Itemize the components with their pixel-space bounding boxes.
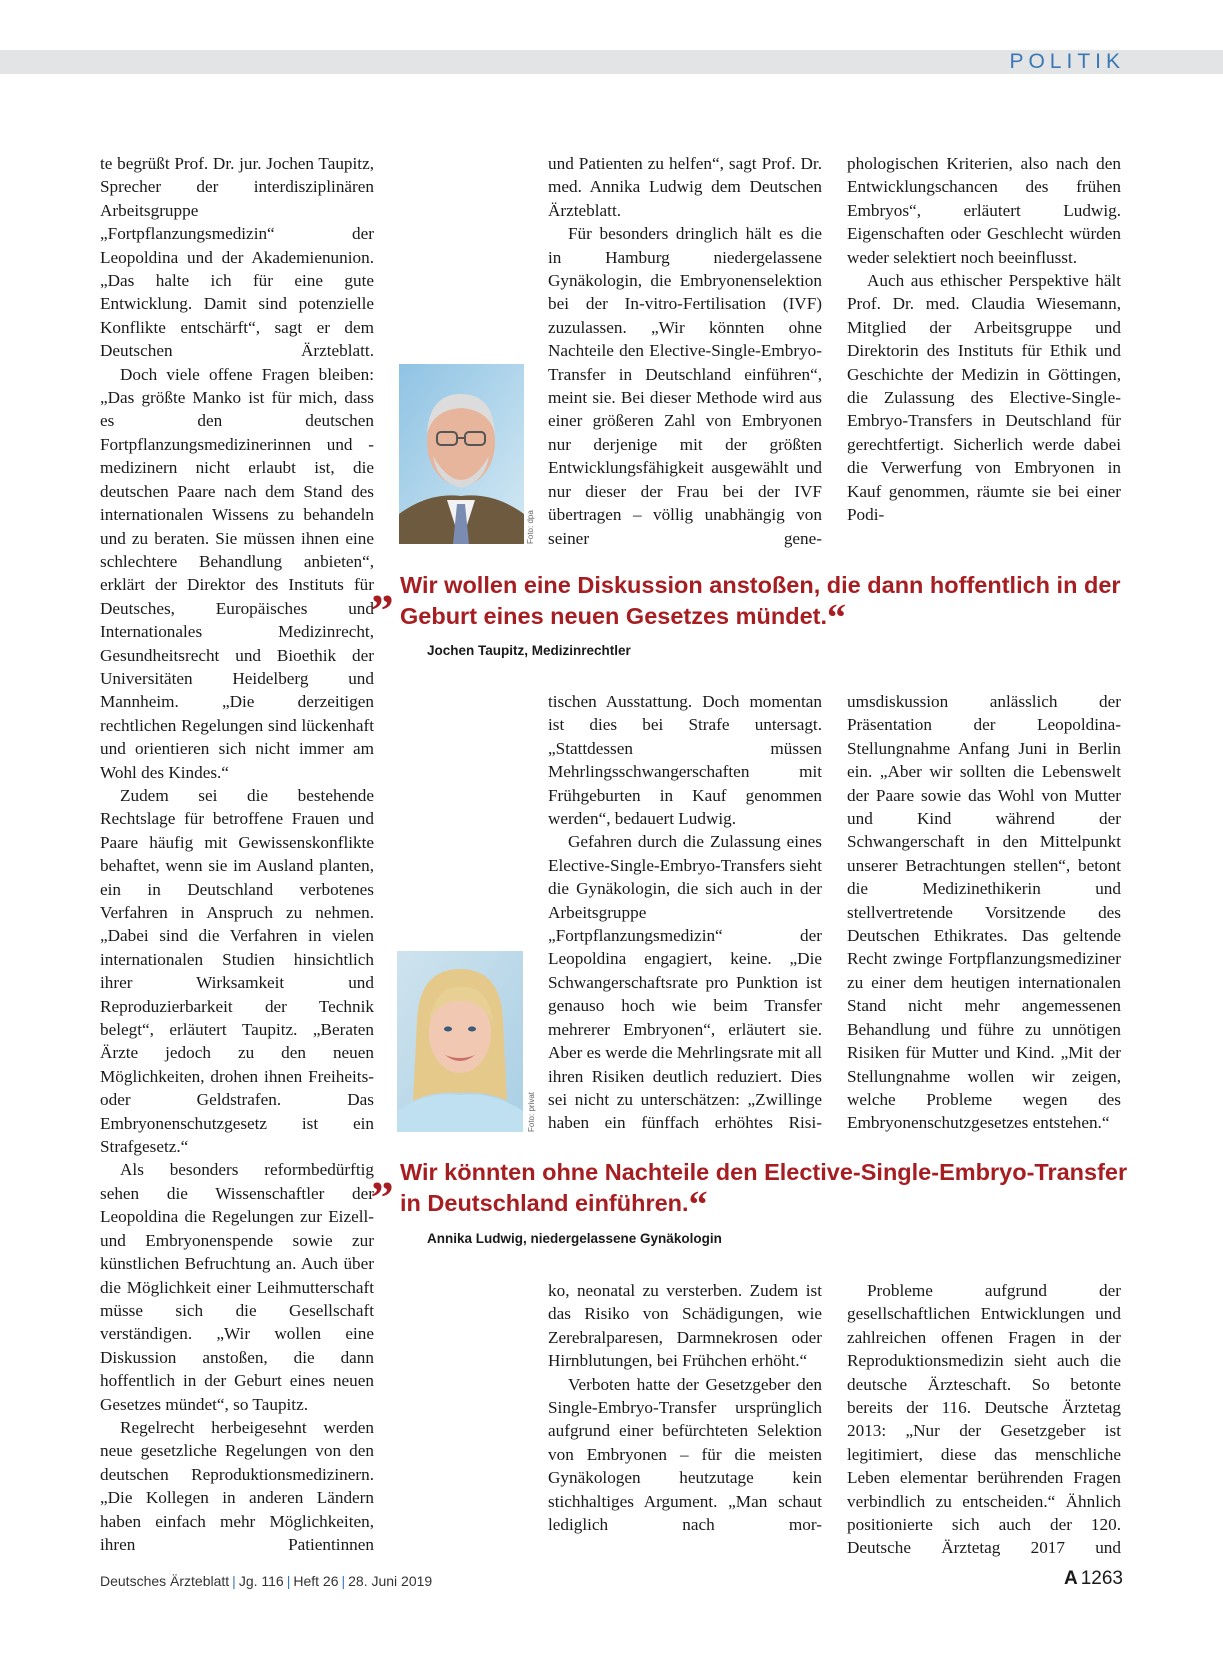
journal-name: Deutsches Ärzteblatt <box>100 1573 230 1589</box>
paragraph: Als besonders reformbedürftig sehen die Wissenschaftler der Leopoldina die Regelungen zur Eizell- und Embryonenspende sowie zur künstlichen Befruchtung an. Auch über die Möglichkeit einer Leihmutterschaft müsse sich die Gesellschaft verständigen. „Wir wollen eine Diskussion anstoßen, die dann hoffentlich in der Geburt eines neuen Gesetzes mündet“, so Taupitz. <box>100 1160 374 1414</box>
page-prefix: A <box>1063 1568 1078 1589</box>
paragraph: ko, neonatal zu versterben. Zudem ist das Risiko von Schädigungen, wie Zerebralparesen, Darmnekrosen oder Hirnblutungen, bei Frühchen erhöht.“ <box>548 1281 822 1371</box>
pull-quote-text: Wir könnten ohne Nachteile den Elective-Single-Embryo-Transfer in Deutschland einführen. <box>400 1159 1128 1216</box>
paragraph: Probleme aufgrund der gesellschaftlichen Entwicklungen und zahlreichen offenen Fragen in der Reproduktionsmedizin sieht auch die deutsche Ärzteschaft. So betonte bereits der 116. Deutsche Ärztetag 2013: „Nur der Gesetzgeber ist legitimiert, diese das menschliche Leben elementar berührenden Fragen verbindlich zu entscheiden.“ Ähnlich positionierte sich auch der 120. Deutsche Ärztetag 2017 und <box>847 1281 1121 1558</box>
page-number-value: 1263 <box>1080 1568 1123 1589</box>
paragraph: umsdiskussion anlässlich der Präsentation der Leopoldina-Stellungnahme Anfang Juni in Berlin ein. „Aber wir sollten die Lebenswelt der Paare sowie das Wohl von Mutter und Kind während der Schwangerschaft in den Mittelpunkt unserer Betrachtungen stellen“, betont die Medizinethikerin und stellvertretende Vorsitzende des Deutschen Ethikrates. Das geltende Recht zwinge Fortpflanzungsmediziner zu einer dem heutigen internationalen Stand nicht mehr angemessenen Behandlung und führe zu unnötigen Risiken für Mutter und Kind. „Mit der Stellungnahme wollen wir zeigen, welche Probleme wegen des Embryonenschutzgesetzes entstehen.“ <box>847 692 1121 1133</box>
section-label: POLITIK <box>1009 50 1125 73</box>
portrait-ludwig-image <box>397 951 523 1132</box>
column-3-bottom <box>847 1279 1121 1560</box>
pull-quote <box>371 561 1140 639</box>
portrait-taupitz <box>399 364 524 544</box>
paragraph: Verboten hatte der Gesetzgeber den Single-Embryo-Transfer ursprünglich aufgrund einer befürchteten Selektion von Embryonen – für die meisten Gynäkologen heutzutage kein stichhaltiges Argument. „Man schaut lediglich nach mor- <box>548 1374 822 1535</box>
page-number <box>1064 1568 1123 1590</box>
column-2-mid <box>548 690 822 1135</box>
journal-date: 28. Juni 2019 <box>348 1573 433 1589</box>
journal-volume: Jg. 116 <box>238 1573 284 1589</box>
paragraph: phologischen Kriterien, also nach den Entwicklungschancen des frühen Embryos“, erläutert Ludwig. Eigenschaften oder Geschlecht würden weder selektiert noch beeinflusst. <box>847 154 1121 267</box>
quote-open-mark: „ <box>371 561 394 612</box>
column-2-top <box>548 152 822 550</box>
column-3-top <box>847 152 1121 527</box>
paragraph: tischen Ausstattung. Doch momentan ist dies bei Strafe untersagt. „Stattdessen müssen Mehrlingsschwangerschaften mit Frühgeburten in Kauf genommen werden“, bedauert Ludwig. <box>548 692 822 829</box>
journal-issue: Heft 26 <box>293 1573 339 1589</box>
portrait-taupitz-image <box>399 364 524 544</box>
paragraph: Doch viele offene Fragen bleiben: „Das größte Manko ist für mich, dass es den deutschen Fortpflanzungsmedizinerinnen und -medizinern nicht erlaubt ist, die deutschen Paare nach dem Stand des internationalen Wissens zu behandeln und zu beraten. Sie müssen ihnen eine schlechtere Behandlung anbieten“, erklärt der Direktor des Instituts für Deutsches, Europäisches und Internationales Medizinrecht, Gesundheitsrecht und Bioethik der Universitäten Heidelberg und Mannheim. „Die derzeitigen rechtlichen Regelungen sind lückenhaft und orientieren sich nicht immer am Wohl des Kindes.“ <box>100 364 374 782</box>
paragraph: Für besonders dringlich hält es die in Hamburg niedergelassene Gynäkologin, die Embryonenselektion bei der In-vitro-Fertilisation (IVF) zuzulassen. „Wir könnten ohne Nachteile den Elective-Single-Embryo-Transfer in Deutschland einführen“, meint sie. Bei dieser Methode wird aus einer größeren Zahl von Embryonen nur derjenige mit der größten Entwicklungsfähigkeit ausgewählt und nur dieser der Frau bei der IVF übertragen – völlig unabhängig von seiner gene- <box>548 224 822 548</box>
paragraph: Auch aus ethischer Perspektive hält Prof. Dr. med. Claudia Wiesemann, Mitglied der Arbeitsgruppe und Direktorin des Instituts für Ethik und Geschichte der Medizin in Göttingen, die Zulassung des Elective-Single-Embryo-Transfers in Deutschland für gerechtfertigt. Sicherlich werde dabei die Verwerfung von Embryonen in Kauf genommen, räumte sie bei einer Podi- <box>847 271 1121 525</box>
column-2-bottom <box>548 1279 822 1536</box>
pull-quote-author: Annika Ludwig, niedergelassene Gynäkologin <box>427 1231 722 1246</box>
paragraph: Zudem sei die bestehende Rechtslage für betroffene Frauen und Paare häufig mit Gewissenskonflikte behaftet, wenn sie im Ausland planten, ein in Deutschland verbotenes Verfahren in Anspruch zu nehmen. „Dabei sind die Verfahren in vielen internationalen Studien hinsichtlich ihrer Wirksamkeit und Reproduzierbarkeit der Technik belegt“, erläutert Taupitz. „Beraten Ärzte jedoch zu den neuen Möglichkeiten, drohen ihnen Freiheits- oder Geldstrafen. Das Embryonenschutzgesetz ist ein Strafgesetz.“ <box>100 785 374 1157</box>
pull-quote-text: Wir wollen eine Diskussion anstoßen, die dann hoffentlich in der Geburt eines neuen Gesetzes mündet. <box>400 572 1121 629</box>
photo-credit: Foto: privat <box>527 1091 536 1132</box>
pull-quote-author: Jochen Taupitz, Medizinrechtler <box>427 643 631 658</box>
column-3-mid <box>847 690 1121 1135</box>
paragraph: und Patienten zu helfen“, sagt Prof. Dr. med. Annika Ludwig dem Deutschen Ärzteblatt. <box>548 154 822 220</box>
column-1 <box>100 152 374 1556</box>
paragraph: Regelrecht herbeigesehnt werden neue gesetzliche Regelungen von den deutschen Reproduktionsmedizinern. „Die Kollegen in anderen Ländern haben einfach mehr Möglichkeiten, ihren Patientinnen <box>100 1417 374 1554</box>
quote-open-mark: „ <box>371 1148 394 1199</box>
portrait-ludwig <box>397 951 523 1132</box>
pull-quote <box>371 1148 1140 1226</box>
footer-citation: Deutsches Ärzteblatt | Jg. 116 | Heft 26 | 28. Juni 2019 <box>100 1573 433 1589</box>
paragraph: te begrüßt Prof. Dr. jur. Jochen Taupitz, Sprecher der interdisziplinären Arbeitsgruppe „Fortpflanzungsmedizin“ der Leopoldina und der Akademienunion. „Das halte ich für eine gute Entwicklung. Damit sind potenzielle Konflikte entschärft“, sagt er dem Deutschen Ärzteblatt. <box>100 154 374 361</box>
quote-close-mark: “ <box>827 597 847 639</box>
photo-credit: Foto: dpa <box>526 510 535 544</box>
paragraph: Gefahren durch die Zulassung eines Elective-Single-Embryo-Transfers sieht die Gynäkologin, die sich auch in der Arbeitsgruppe „Fortpflanzungsmedizin“ der Leopoldina engagiert, keine. „Die Schwangerschaftsrate pro Punktion ist genauso hoch wie beim Transfer mehrerer Embryonen“, erläutert sie. Aber es werde die Mehrlingsrate mit all ihren Risiken deutlich reduziert. Dies sei nicht zu unterschätzen: „Zwillinge haben ein fünffach erhöhtes Risi- <box>548 832 822 1133</box>
quote-close-mark: “ <box>688 1184 708 1226</box>
